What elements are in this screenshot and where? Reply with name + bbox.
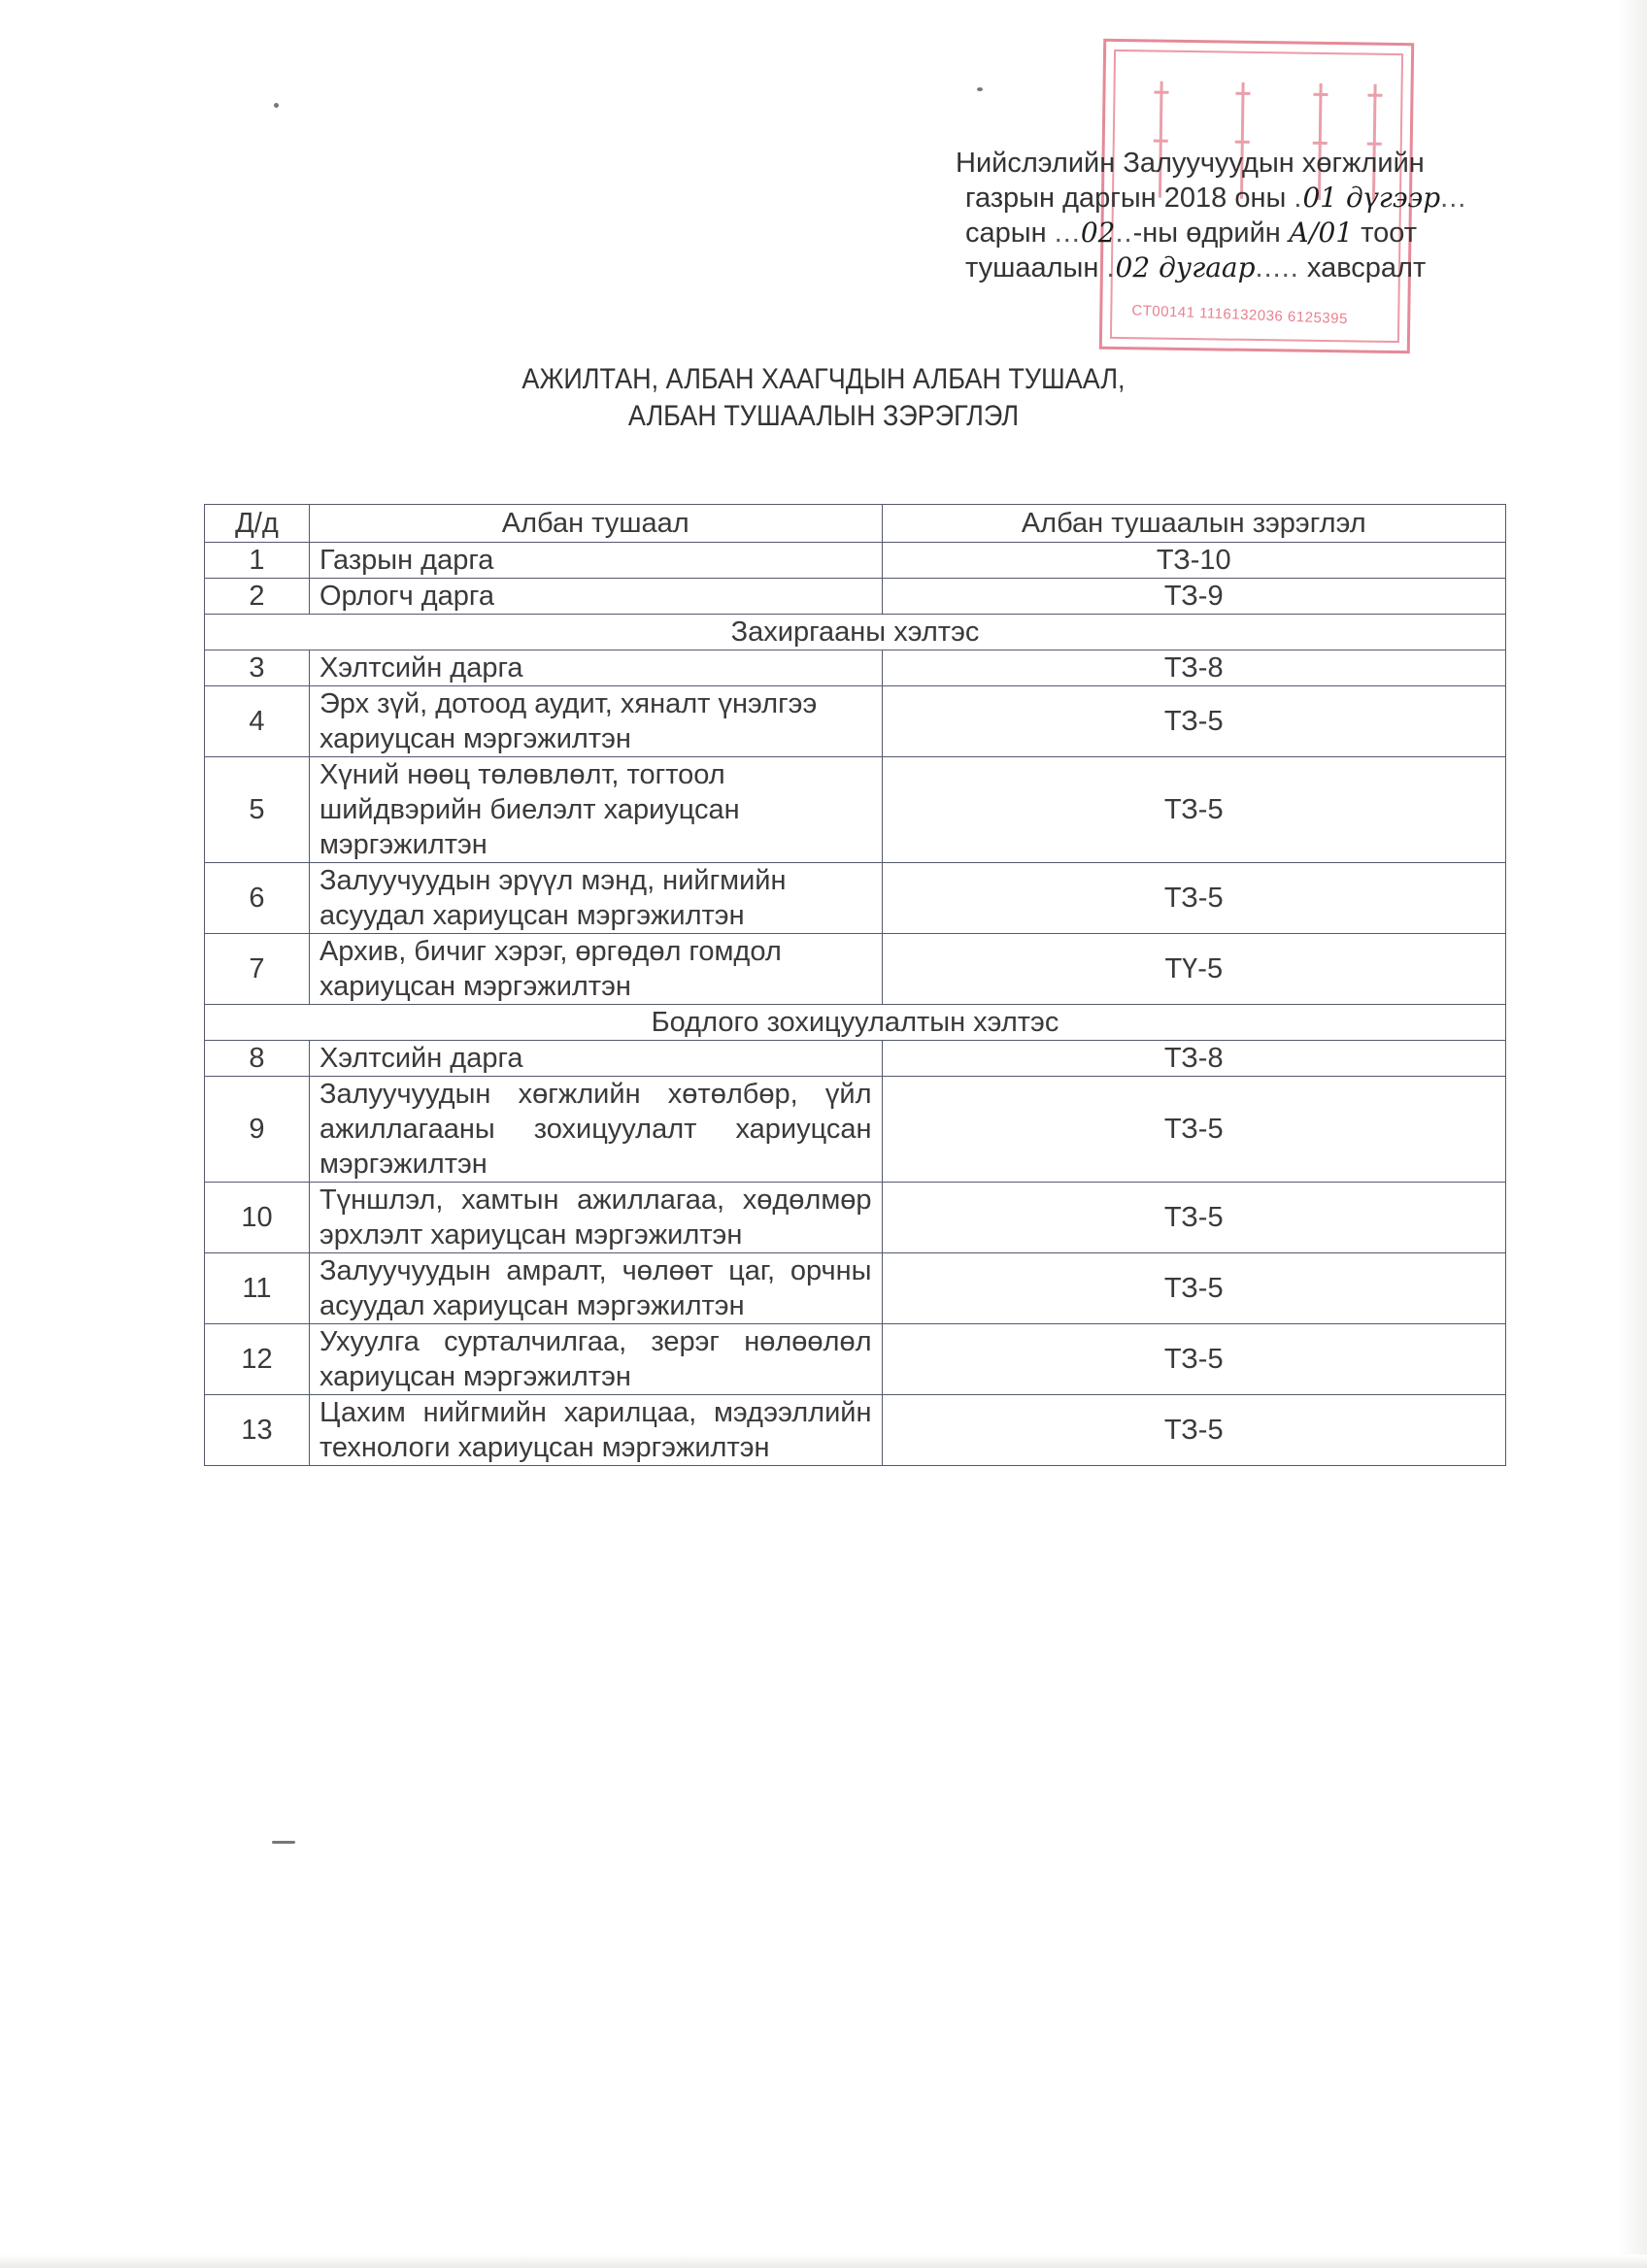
stamp-code: CT00141 1116132036 6125395: [1131, 302, 1349, 328]
section-header-row: [205, 1005, 1506, 1041]
position-grade: ТЗ-5: [882, 1077, 1505, 1183]
page-edge-shadow: [1618, 0, 1647, 2268]
row-number: 12: [205, 1324, 310, 1395]
scan-speck: [977, 87, 983, 91]
table-row: [205, 1183, 1506, 1253]
position-title: Архив, бичиг хэрэг, өргөдөл гомдол хариуцсан мэргэжилтэн: [309, 934, 882, 1005]
position-title: Хэлтсийн дарга: [309, 650, 882, 686]
page-bottom-edge: [0, 2254, 1647, 2268]
row-number: 6: [205, 863, 310, 934]
position-title: Орлогч дарга: [309, 579, 882, 615]
position-title: Ухуулга сурталчилгаа, зерэг нөлөөлөл хариуцсан мэргэжилтэн: [309, 1324, 882, 1395]
row-number: 4: [205, 686, 310, 757]
header-grade: Албан тушаалын зэрэглэл: [882, 505, 1505, 543]
row-number: 1: [205, 543, 310, 579]
table-row: [205, 686, 1506, 757]
table-row: [205, 863, 1506, 934]
title-line-1: АЖИЛТАН, АЛБАН ХААГЧДЫН АЛБАН ТУШААЛ,: [521, 363, 1126, 395]
row-number: 3: [205, 650, 310, 686]
position-grade: ТЗ-8: [882, 650, 1505, 686]
table-header-row: [205, 505, 1506, 543]
fill-dots: .....: [1255, 252, 1299, 284]
fill-dots: .: [1106, 252, 1116, 284]
position-grade: ТЗ-10: [882, 543, 1505, 579]
position-title: Залуучуудын амралт, чөлөөт цаг, орчны асуудал хариуцсан мэргэжилтэн: [309, 1253, 882, 1324]
header-number: Д/д: [205, 505, 310, 543]
table-row: [205, 1077, 1506, 1183]
reference-line-4: [956, 250, 1509, 285]
row-number: 10: [205, 1183, 310, 1253]
table-row: [205, 1041, 1506, 1077]
position-grade: ТЗ-8: [882, 1041, 1505, 1077]
position-title: Эрх зүй, дотоод аудит, хяналт үнэлгээ хариуцсан мэргэжилтэн: [309, 686, 882, 757]
row-number: 13: [205, 1395, 310, 1466]
position-grade: ТЗ-5: [882, 863, 1505, 934]
table-row: [205, 1253, 1506, 1324]
reference-line-3: [956, 216, 1509, 250]
position-grade: ТЗ-5: [882, 686, 1505, 757]
table-row: [205, 650, 1506, 686]
reference-order-text: тушаалын: [965, 252, 1099, 284]
fill-dots: ...: [1054, 217, 1081, 249]
row-number: 9: [205, 1077, 310, 1183]
position-title: Түншлэл, хамтын ажиллагаа, хөдөлмөр эрхлэлт хариуцсан мэргэжилтэн: [309, 1183, 882, 1253]
position-title: Хүний нөөц төлөвлөлт, тогтоол шийдвэрийн биелэлт хариуцсан мэргэжилтэн: [309, 757, 882, 863]
fill-dots: ..: [1115, 217, 1133, 249]
positions-table: [204, 504, 1506, 1466]
position-grade: ТЗ-9: [882, 579, 1505, 615]
row-number: 5: [205, 757, 310, 863]
handwritten-day: 02: [1080, 217, 1116, 249]
section-header-row: [205, 615, 1506, 650]
table-row: [205, 1324, 1506, 1395]
position-grade: ТЗ-5: [882, 1395, 1505, 1466]
reference-attachment-text: хавсралт: [1306, 252, 1427, 284]
attachment-reference: [956, 146, 1509, 285]
position-title: Залуучуудын хөгжлийн хөтөлбөр, үйл ажиллагааны зохицуулалт хариуцсан мэргэжилтэн: [309, 1077, 882, 1183]
position-title: Газрын дарга: [309, 543, 882, 579]
row-number: 2: [205, 579, 310, 615]
fill-dots: .: [1294, 183, 1303, 214]
position-title: Цахим нийгмийн харилцаа, мэдээллийн технологи хариуцсан мэргэжилтэн: [309, 1395, 882, 1466]
scan-speck: [272, 1841, 295, 1844]
handwritten-order-number: А/01: [1288, 217, 1354, 249]
position-title: Хэлтсийн дарга: [309, 1041, 882, 1077]
reference-year-text: газрын даргын 2018 оны: [965, 183, 1287, 214]
row-number: 7: [205, 934, 310, 1005]
table-row: [205, 757, 1506, 863]
fill-dots: ...: [1440, 183, 1467, 214]
section-label: Захиргааны хэлтэс: [205, 615, 1506, 650]
reference-line-2: [956, 181, 1509, 216]
table-row: [205, 1395, 1506, 1466]
position-grade: ТҮ-5: [882, 934, 1505, 1005]
header-position: Албан тушаал: [309, 505, 882, 543]
row-number: 11: [205, 1253, 310, 1324]
position-title: Залуучуудын эрүүл мэнд, нийгмийн асуудал хариуцсан мэргэжилтэн: [309, 863, 882, 934]
position-grade: ТЗ-5: [882, 1253, 1505, 1324]
position-grade: ТЗ-5: [882, 1183, 1505, 1253]
reference-toot-text: тоот: [1361, 217, 1418, 249]
table-row: [205, 543, 1506, 579]
title-line-2: АЛБАН ТУШААЛЫН ЗЭРЭГЛЭЛ: [627, 400, 1020, 432]
document-title: [345, 361, 1302, 435]
reference-month-text: сарын: [965, 217, 1047, 249]
table-body: [205, 543, 1506, 1466]
position-grade: ТЗ-5: [882, 757, 1505, 863]
row-number: 8: [205, 1041, 310, 1077]
scan-speck: [274, 103, 279, 108]
handwritten-month: 01 дүгээр: [1302, 182, 1441, 214]
handwritten-attachment-number: 02 дугаар: [1115, 251, 1256, 284]
reference-day-text: -ны өдрийн: [1132, 217, 1281, 249]
table-row: [205, 934, 1506, 1005]
section-label: Бодлого зохицуулалтын хэлтэс: [205, 1005, 1506, 1041]
reference-line-1: Нийслэлийн Залуучуудын хөгжлийн: [956, 148, 1425, 179]
table-row: [205, 579, 1506, 615]
position-grade: ТЗ-5: [882, 1324, 1505, 1395]
